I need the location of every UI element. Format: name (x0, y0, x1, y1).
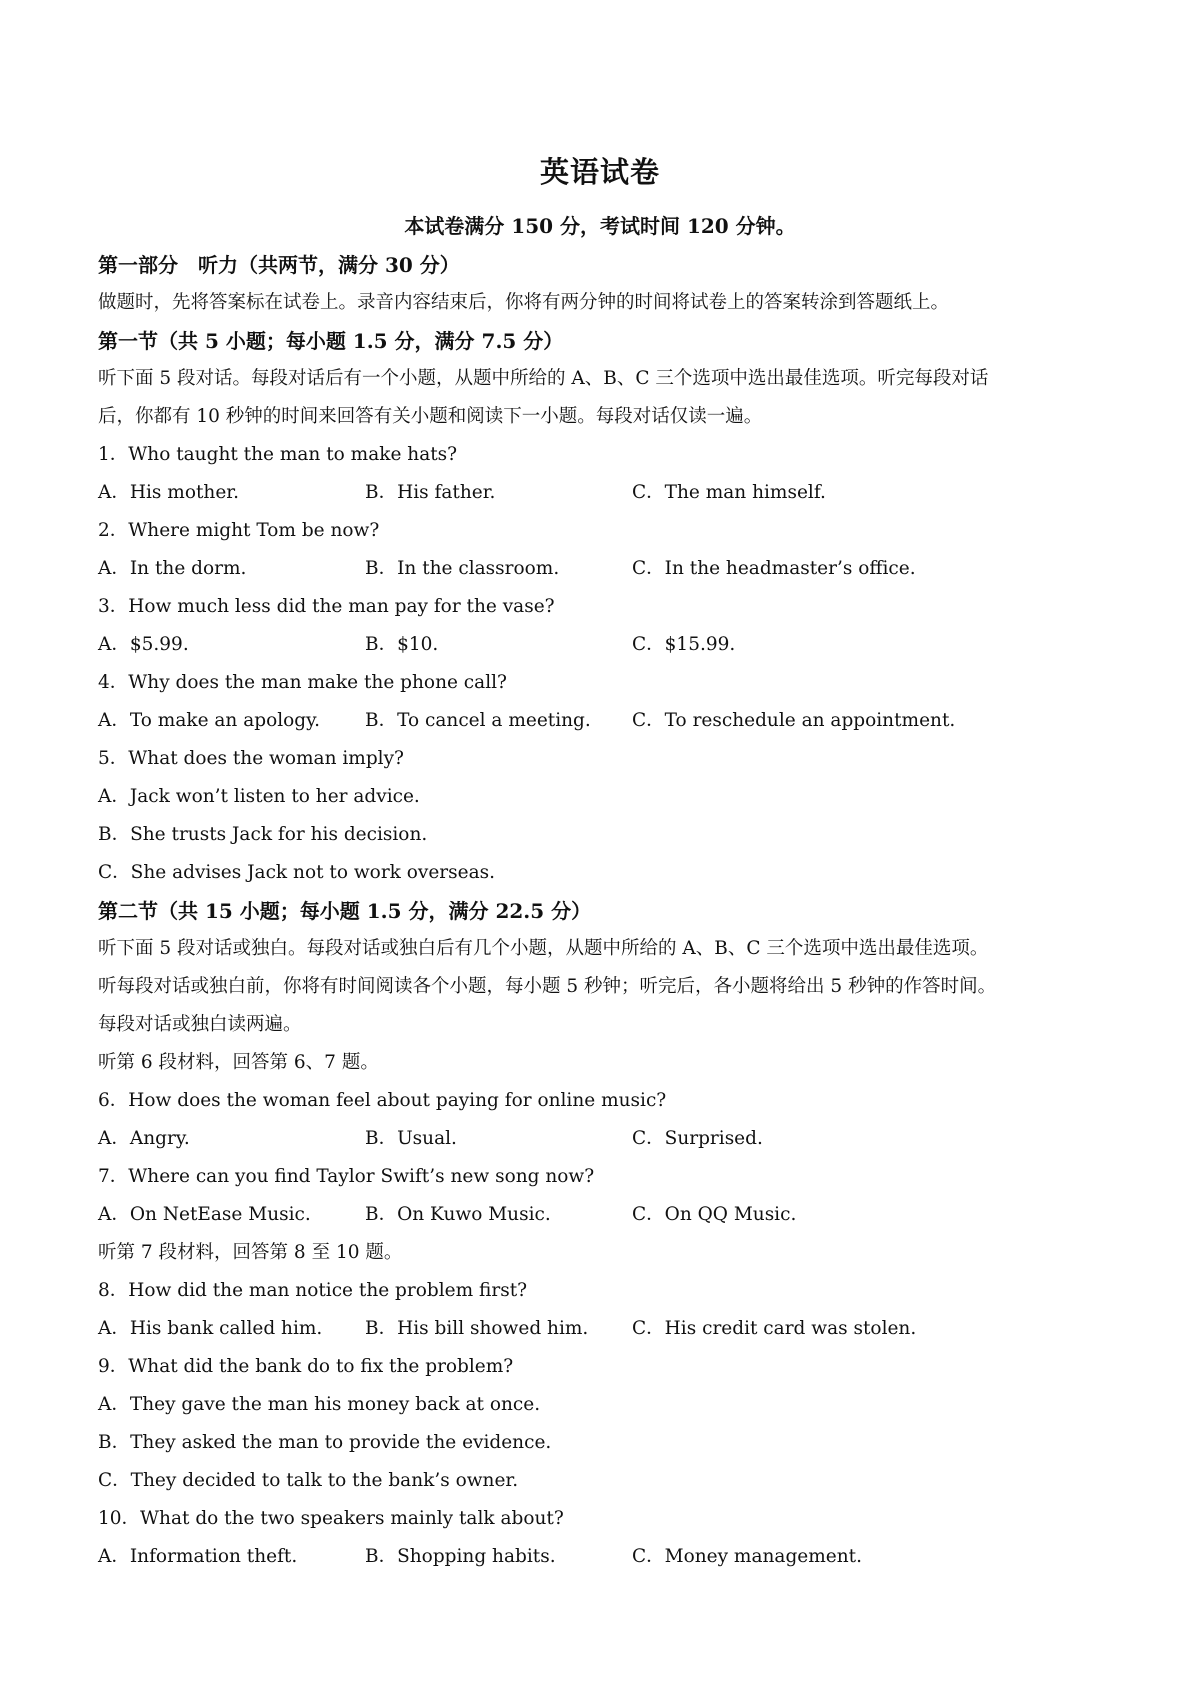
option-b: B．On Kuwo Music. (365, 1204, 551, 1225)
question-7: 7．Where can you find Taylor Swift’s new song now? (98, 1166, 595, 1187)
section2-instruction-line3: 每段对话或独白读两遍。 (98, 1014, 302, 1035)
option-a: A．In the dorm. (98, 558, 247, 579)
question-3-options (98, 626, 1108, 664)
option-b: B．Usual. (365, 1128, 457, 1149)
option-c: C．$15.99. (632, 634, 736, 655)
section1-instruction-line2: 后，你都有 10 秒钟的时间来回答有关小题和阅读下一小题。每段对话仅读一遍。 (98, 406, 763, 427)
question-3: 3．How much less did the man pay for the vase? (98, 596, 555, 617)
exam-subtitle: 本试卷满分 150 分，考试时间 120 分钟。 (404, 214, 796, 238)
section2-instruction-line2: 听每段对话或独白前，你将有时间阅读各个小题，每小题 5 秒钟；听完后，各小题将给出 5 秒钟的作答时间。 (98, 976, 997, 997)
option-c: C．The man himself. (632, 482, 826, 503)
material-7-note: 听第 7 段材料，回答第 8 至 10 题。 (98, 1242, 403, 1263)
question-1: 1．Who taught the man to make hats? (98, 444, 458, 465)
question-8-options (98, 1310, 1108, 1348)
question-2: 2．Where might Tom be now? (98, 520, 380, 541)
part1-instruction: 做题时，先将答案标在试卷上。录音内容结束后，你将有两分钟的时间将试卷上的答案转涂到答题纸上。 (98, 292, 950, 313)
option-c: C．They decided to talk to the bank’s owner. (98, 1470, 519, 1491)
option-c: C．Money management. (632, 1546, 862, 1567)
section2-instruction-line1: 听下面 5 段对话或独白。每段对话或独白后有几个小题，从题中所给的 A、B、C 三个选项中选出最佳选项。 (98, 938, 989, 959)
option-b: B．In the classroom. (365, 558, 560, 579)
option-a: A．Angry. (98, 1128, 190, 1149)
section1-header: 第一节（共 5 小题；每小题 1.5 分，满分 7.5 分） (98, 329, 564, 353)
question-6-options (98, 1120, 1108, 1158)
option-b: B．His father. (365, 482, 496, 503)
section2-header: 第二节（共 15 小题；每小题 1.5 分，满分 22.5 分） (98, 899, 592, 923)
option-b: B．His bill showed him. (365, 1318, 589, 1339)
option-a: A．To make an apology. (98, 710, 321, 731)
option-a: A．On NetEase Music. (98, 1204, 311, 1225)
question-6: 6．How does the woman feel about paying for online music? (98, 1090, 667, 1111)
question-10: 10．What do the two speakers mainly talk about? (98, 1508, 564, 1529)
page-title: 英语试卷 (539, 155, 660, 189)
option-a: A．His bank called him. (98, 1318, 323, 1339)
option-a: A．$5.99. (98, 634, 189, 655)
option-c: C．His credit card was stolen. (632, 1318, 917, 1339)
option-a: A．Information theft. (98, 1546, 298, 1567)
question-7-options (98, 1196, 1108, 1234)
question-5: 5．What does the woman imply? (98, 748, 404, 769)
option-a: A．His mother. (98, 482, 239, 503)
option-b: B．To cancel a meeting. (365, 710, 591, 731)
option-b: B．Shopping habits. (365, 1546, 556, 1567)
option-c: C．In the headmaster’s office. (632, 558, 916, 579)
part1-header: 第一部分 听力（共两节，满分 30 分） (98, 253, 460, 277)
section1-instruction-line1: 听下面 5 段对话。每段对话后有一个小题，从题中所给的 A、B、C 三个选项中选出最佳选项。听完每段对话 (98, 368, 989, 389)
question-8: 8．How did the man notice the problem first? (98, 1280, 528, 1301)
question-4: 4．Why does the man make the phone call? (98, 672, 507, 693)
option-b: B．She trusts Jack for his decision. (98, 824, 428, 845)
material-6-note: 听第 6 段材料，回答第 6、7 题。 (98, 1052, 379, 1073)
option-a: A．They gave the man his money back at once. (98, 1394, 541, 1415)
option-a: A．Jack won’t listen to her advice. (98, 786, 420, 807)
option-c: C．To reschedule an appointment. (632, 710, 956, 731)
question-2-options (98, 550, 1108, 588)
question-4-options (98, 702, 1108, 740)
option-c: C．On QQ Music. (632, 1204, 797, 1225)
option-c: C．Surprised. (632, 1128, 763, 1149)
question-10-options (98, 1538, 1108, 1576)
question-9: 9．What did the bank do to fix the problem? (98, 1356, 514, 1377)
exam-body (98, 246, 1108, 1576)
option-b: B．They asked the man to provide the evidence. (98, 1432, 552, 1453)
option-b: B．$10. (365, 634, 439, 655)
question-1-options (98, 474, 1108, 512)
option-c: C．She advises Jack not to work overseas. (98, 862, 495, 883)
